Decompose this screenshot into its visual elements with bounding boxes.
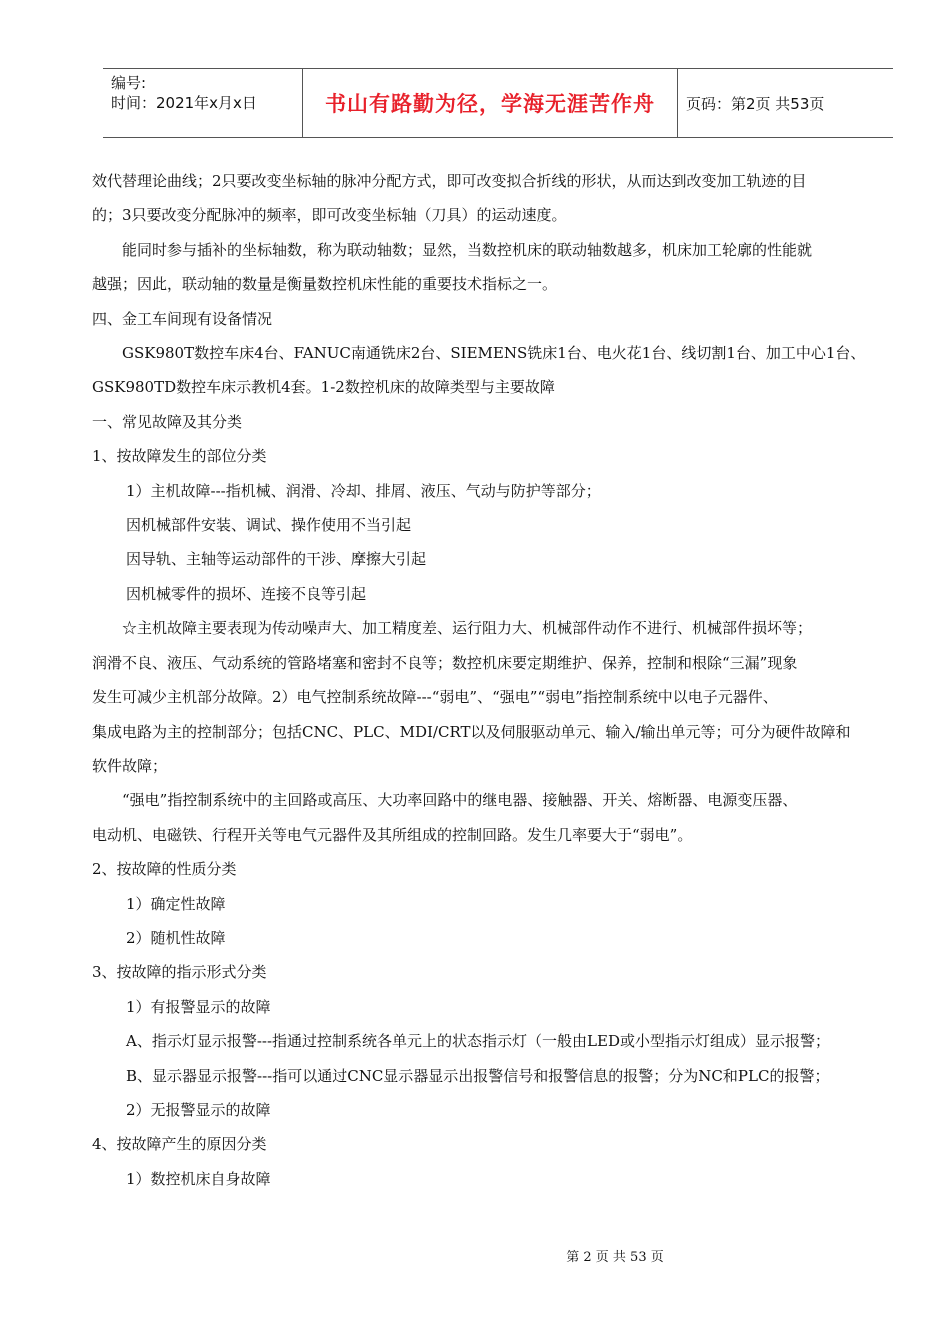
document-body	[92, 164, 910, 1196]
subsection-heading: 4、按故障产生的原因分类	[92, 1135, 267, 1154]
list-item: B、显示器显示报警---指可以通过CNC显示器显示出报警信号和报警信息的报警；分为NC和PLC的报警；	[126, 1066, 830, 1085]
body-line: 能同时参与插补的坐标轴数，称为联动轴数；显然，当数控机床的联动轴数越多，机床加工轮廓的性能就	[122, 240, 813, 259]
list-item: 因机械零件的损坏、连接不良等引起	[126, 584, 367, 603]
body-line: 润滑不良、液压、气动系统的管路堵塞和密封不良等；数控机床要定期维护、保养，控制和根除“三漏”现象	[92, 653, 798, 672]
body-line: 软件故障；	[92, 756, 168, 775]
body-line: 电动机、电磁铁、行程开关等电气元器件及其所组成的控制回路。发生几率要大于“弱电”。	[92, 825, 693, 844]
body-line: 集成电路为主的控制部分；包括CNC、PLC、MDI/CRT以及伺服驱动单元、输入/输出单元等；可分为硬件故障和	[92, 722, 851, 741]
section-heading: 一、常见故障及其分类	[92, 412, 243, 431]
page-footer: 第 2 页 共 53 页	[566, 1250, 664, 1265]
body-line: 越强；因此，联动轴的数量是衡量数控机床性能的重要技术指标之一。	[92, 275, 558, 294]
list-item: 2）无报警显示的故障	[126, 1100, 271, 1119]
list-item: 1）确定性故障	[126, 894, 226, 913]
document-time-label: 时间：2021年x月x日	[111, 94, 257, 112]
list-item: 2）随机性故障	[126, 928, 226, 947]
body-line: GSK980TD数控车床示教机4套。1-2数控机床的故障类型与主要故障	[92, 378, 555, 397]
list-item: 1）有报警显示的故障	[126, 997, 271, 1016]
section-heading: 四、金工车间现有设备情况	[92, 309, 273, 328]
header-meta	[103, 69, 303, 137]
body-line: ☆主机故障主要表现为传动噪声大、加工精度差、运行阻力大、机械部件动作不进行、机械部件损坏等；	[122, 619, 813, 638]
list-item: A、指示灯显示报警---指通过控制系统各单元上的状态指示灯（一般由LED或小型指示灯组成）显示报警；	[126, 1032, 830, 1051]
document-number-label: 编号:	[111, 74, 147, 92]
list-item: 因导轨、主轴等运动部件的干涉、摩擦大引起	[126, 550, 427, 569]
list-item: 因机械部件安装、调试、操作使用不当引起	[126, 516, 412, 535]
subsection-heading: 1、按故障发生的部位分类	[92, 447, 267, 466]
body-line: “强电”指控制系统中的主回路或高压、大功率回路中的继电器、接触器、开关、熔断器、电源变压器、	[122, 791, 798, 810]
header-motto: 书山有路勤为径，学海无涯苦作舟	[303, 69, 678, 137]
page-header	[103, 68, 893, 138]
list-item: 1）数控机床自身故障	[126, 1169, 271, 1188]
subsection-heading: 3、按故障的指示形式分类	[92, 963, 267, 982]
body-line: 效代替理论曲线；2只要改变坐标轴的脉冲分配方式，即可改变拟合折线的形状，从而达到改变加工轨迹的目	[92, 172, 807, 190]
body-line: GSK980T数控车床4台、FANUC南通铣床2台、SIEMENS铣床1台、电火花1台、线切割1台、加工中心1台、	[122, 344, 866, 363]
list-item: 1）主机故障---指机械、润滑、冷却、排屑、液压、气动与防护等部分；	[126, 481, 601, 500]
body-line: 发生可减少主机部分故障。2）电气控制系统故障---“弱电”、“强电”“弱电”指控制系统中以电子元器件、	[92, 688, 778, 707]
header-page-code: 页码：第2页 共53页	[686, 94, 825, 113]
body-line: 的；3只要改变分配脉冲的频率，即可改变坐标轴（刀具）的运动速度。	[92, 206, 567, 225]
subsection-heading: 2、按故障的性质分类	[92, 860, 237, 879]
